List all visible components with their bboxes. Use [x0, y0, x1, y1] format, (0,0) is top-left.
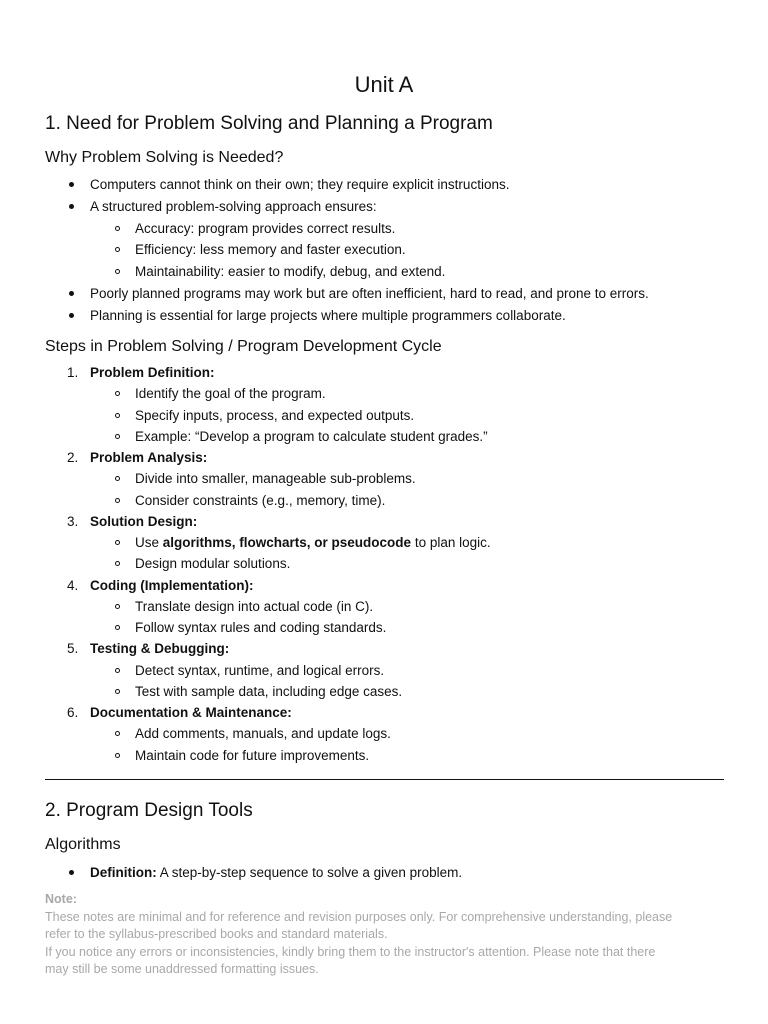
step-3-title: Solution Design: [90, 514, 198, 529]
step-1-title: Problem Definition: [90, 365, 215, 380]
horizontal-divider [45, 779, 724, 780]
bullet-circle-icon [115, 625, 120, 630]
why-sub-bullet-maintainability: Maintainability: easier to modify, debug, and extend. [135, 264, 446, 279]
step-number: 6. [67, 705, 79, 720]
section-1-heading: 1. Need for Problem Solving and Planning a Program [45, 113, 493, 134]
step-4-sub-2: Follow syntax rules and coding standards. [135, 620, 387, 635]
section-2-heading: 2. Program Design Tools [45, 800, 253, 821]
step-4-title: Coding (Implementation): [90, 578, 254, 593]
bullet-circle-icon [115, 731, 120, 736]
bullet-circle-icon [115, 476, 120, 481]
step-5-title: Testing & Debugging: [90, 641, 230, 656]
bullet-circle-icon [115, 753, 120, 758]
step-1-sub-1: Identify the goal of the program. [135, 386, 326, 401]
bullet-dot-icon [69, 182, 74, 187]
bullet-dot-icon [69, 313, 74, 318]
bullet-circle-icon [115, 269, 120, 274]
bullet-circle-icon [115, 413, 120, 418]
bullet-circle-icon [115, 540, 120, 545]
bullet-circle-icon [115, 391, 120, 396]
algorithm-definition: Definition: A step-by-step sequence to solve a given problem. [90, 865, 463, 880]
why-sub-bullet-efficiency: Efficiency: less memory and faster execution. [135, 242, 406, 257]
bullet-circle-icon [115, 226, 120, 231]
document-title: Unit A [354, 72, 414, 97]
why-bullet-2: A structured problem-solving approach ensures: [90, 199, 377, 214]
step-number: 2. [67, 450, 79, 465]
bullet-circle-icon [115, 604, 120, 609]
step-6-sub-2: Maintain code for future improvements. [135, 748, 370, 763]
step-1-sub-2: Specify inputs, process, and expected outputs. [135, 408, 415, 423]
steps-heading: Steps in Problem Solving / Program Development Cycle [45, 338, 442, 355]
why-sub-bullet-accuracy: Accuracy: program provides correct results. [135, 221, 396, 236]
note-line-1: These notes are minimal and for reference and revision purposes only. For comprehensive understanding, please [45, 909, 673, 924]
algorithms-heading: Algorithms [45, 836, 121, 853]
bullet-dot-icon [69, 204, 74, 209]
step-number: 5. [67, 641, 79, 656]
step-5-sub-1: Detect syntax, runtime, and logical errors. [135, 663, 385, 678]
bullet-dot-icon [69, 291, 74, 296]
bullet-circle-icon [115, 561, 120, 566]
step-number: 1. [67, 365, 79, 380]
step-6-title: Documentation & Maintenance: [90, 705, 292, 720]
step-number: 4. [67, 578, 79, 593]
why-bullet-3: Poorly planned programs may work but are often inefficient, hard to read, and prone to errors. [90, 286, 649, 301]
step-4-sub-1: Translate design into actual code (in C). [135, 599, 374, 614]
why-heading: Why Problem Solving is Needed? [45, 149, 284, 166]
bullet-circle-icon [115, 434, 120, 439]
step-2-sub-2: Consider constraints (e.g., memory, time). [135, 493, 386, 508]
bullet-dot-icon [69, 870, 74, 875]
bullet-circle-icon [115, 668, 120, 673]
bullet-circle-icon [115, 689, 120, 694]
step-6-sub-1: Add comments, manuals, and update logs. [135, 726, 391, 741]
step-3-sub-1: Use algorithms, flowcharts, or pseudocode to plan logic. [135, 535, 491, 550]
step-3-sub-2: Design modular solutions. [135, 556, 291, 571]
step-5-sub-2: Test with sample data, including edge cases. [135, 684, 403, 699]
footer-note [45, 891, 725, 979]
step-1-sub-3: Example: “Develop a program to calculate student grades.” [135, 429, 488, 444]
note-line-4: may still be some unaddressed formatting issues. [45, 962, 319, 976]
note-line-2: refer to the syllabus-prescribed books and standard materials. [45, 927, 388, 941]
note-label: Note: [45, 892, 77, 906]
step-2-sub-1: Divide into smaller, manageable sub-problems. [135, 471, 416, 486]
note-line-3: If you notice any errors or inconsistencies, kindly bring them to the instructor's attention. Please note that there [45, 944, 656, 959]
why-bullet-4: Planning is essential for large projects where multiple programmers collaborate. [90, 308, 566, 323]
bullet-circle-icon [115, 498, 120, 503]
bullet-circle-icon [115, 247, 120, 252]
why-bullet-1: Computers cannot think on their own; they require explicit instructions. [90, 177, 510, 192]
step-2-title: Problem Analysis: [90, 450, 208, 465]
step-number: 3. [67, 514, 79, 529]
